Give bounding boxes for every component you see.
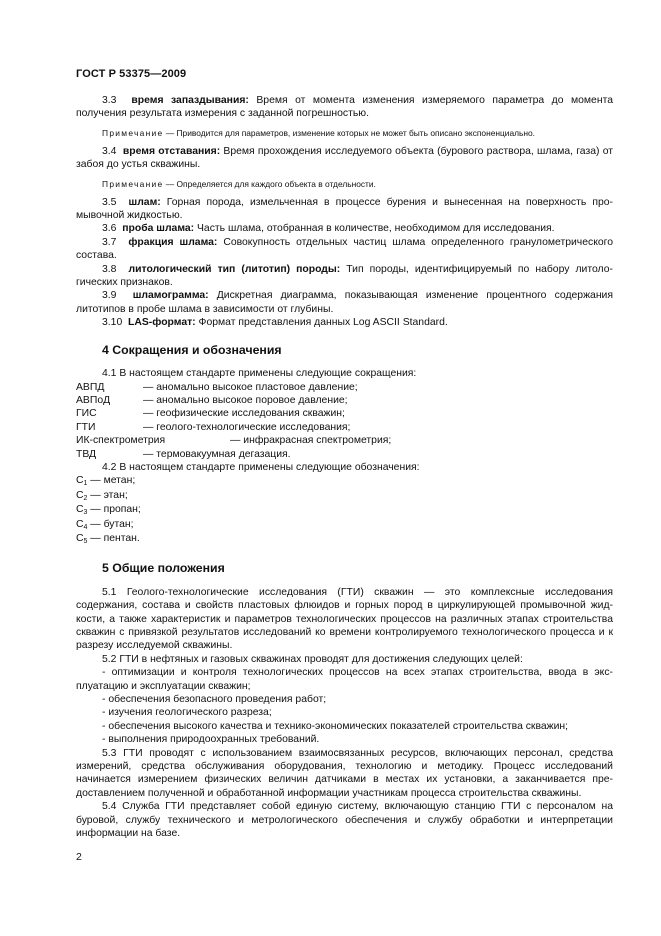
symbol-base: С xyxy=(76,475,84,487)
abbreviation-key: АВПоД xyxy=(76,394,111,406)
term-number: 3.8 xyxy=(102,263,117,275)
document-header: ГОСТ Р 53375—2009 xyxy=(76,68,187,80)
section-4-title: 4 Сокращения и обозначения xyxy=(102,342,282,357)
goal-item: - оптимизации и контроля технологических процессов на всех этапах строительства, ввода в эксплуатацию и эксплуатации скважин; xyxy=(76,667,613,692)
symbol-value: — этан; xyxy=(87,489,128,501)
symbol-row xyxy=(76,518,613,532)
term-3-3 xyxy=(76,94,613,121)
term-name: время запаздывания: xyxy=(131,95,249,106)
symbol-subscript: 1 xyxy=(83,480,88,488)
symbol-value: — пропан; xyxy=(87,504,141,516)
symbol-subscript: 5 xyxy=(83,537,88,545)
abbreviation-row xyxy=(76,407,613,420)
term-3-9 xyxy=(76,289,613,316)
symbol-base: С xyxy=(76,504,84,516)
term-definition: Горная порода, измельченная в процессе бурения и вынесенная на поверхность промывочной жидкостью. xyxy=(76,196,613,222)
abbreviation-key: ГИС xyxy=(76,408,97,420)
term-3-8 xyxy=(76,263,613,290)
symbol-subscript: 2 xyxy=(83,494,88,502)
section-5-title: 5 Общие положения xyxy=(102,561,225,576)
symbol-subscript: 3 xyxy=(83,509,88,517)
term-3-7 xyxy=(76,236,613,263)
abbreviation-key: АВПД xyxy=(76,381,105,393)
abbreviation-value: — аномально высокое пластовое давление; xyxy=(143,381,358,393)
symbol-base: С xyxy=(76,489,84,501)
section-4-1-intro: 4.1 В настоящем стандарте применены следующие сокращения: xyxy=(102,368,417,380)
term-definition: Время от момента изменения измеряемого параметра до момента получения результата измерения с заданной погрешностью. xyxy=(76,95,613,120)
note-label: Примечание xyxy=(102,178,164,189)
symbol-value: — пентан. xyxy=(87,532,140,544)
note-label: Примечание xyxy=(102,127,164,138)
abbreviation-value: — инфракрасная спектрометрия; xyxy=(230,435,392,447)
term-name: проба шлама: xyxy=(122,223,195,235)
term-name: литологический тип (литотип) породы: xyxy=(128,263,341,275)
abbreviation-row xyxy=(76,448,613,461)
section-5-3: 5.3 ГТИ проводят с использованием взаимосвязанных ресурсов, включающих персонал, средства измерений, средства обслуживания оборудования, технологию и методику. Процесс исследований начинается измерением физических величин датчиками в местах их установки, а заканчивается предоставлением полученной и обработанной информации участникам процесса строительства скважины. xyxy=(76,747,613,799)
term-definition: Время прохождения исследуемого объекта (бурового раствора, шлама, газа) от забоя до устья скважины. xyxy=(76,145,614,171)
term-name: фракция шлама: xyxy=(128,236,218,248)
note-text: — Приводится для параметров, изменение которых не может быть описано экспоненциально. xyxy=(163,127,535,138)
abbreviation-value: — аномально высокое поровое давление; xyxy=(143,394,348,406)
term-name: время отставания: xyxy=(122,145,221,157)
section-5-1: 5.1 Геолого-технологические исследования (ГТИ) скважин — это комплексные исследования содержания, состава и свойств пластовых флюидов и горных пород в циркулирующей промывочной жидкости, а также характеристик и параметров технологических процессов на различных этапах строительства скважин с привязкой результатов исследований ко времени контролируемого технологического процесса и к разрезу исследуемой скважины. xyxy=(76,586,613,652)
term-3-5 xyxy=(76,196,613,223)
page-number: 2 xyxy=(76,851,82,863)
symbol-base: С xyxy=(76,518,84,530)
term-name: шламограмма: xyxy=(132,290,209,302)
symbol-row xyxy=(76,474,613,488)
term-number: 3.9 xyxy=(102,290,117,302)
abbreviation-row xyxy=(76,381,613,394)
goal-item: - изучения геологического разреза; xyxy=(102,707,272,719)
abbreviation-value: — геолого-технологические исследования; xyxy=(143,421,351,433)
term-name: шлам: xyxy=(128,196,161,208)
term-3-4-note xyxy=(76,178,613,190)
symbol-base: С xyxy=(76,532,84,544)
note-text: — Определяется для каждого объекта в отдельности. xyxy=(163,178,376,189)
symbol-value: — метан; xyxy=(87,475,136,487)
abbreviation-row xyxy=(76,434,613,447)
goal-item: - обеспечения высокого качества и технико-экономических показателей строительства скважин; xyxy=(102,720,569,732)
term-number: 3.5 xyxy=(102,196,117,208)
abbreviation-key: ИК-спектрометрия xyxy=(76,435,166,447)
abbreviation-key: ТВД xyxy=(76,448,97,460)
term-name: LAS-формат: xyxy=(128,317,196,329)
symbol-row xyxy=(76,532,613,546)
section-5-4: 5.4 Служба ГТИ представляет собой единую систему, включающую станцию ГТИ с персоналом на буровой, службу технического и метрологического обеспечения и службу обработки и интерпретации информации на базе. xyxy=(76,801,613,840)
document-body xyxy=(76,94,613,841)
abbreviation-key: ГТИ xyxy=(76,421,96,433)
abbreviation-row xyxy=(76,394,613,407)
goal-item: - обеспечения безопасного проведения работ; xyxy=(102,694,327,706)
term-definition: Совокупность отдельных частиц шлама определенного гранулометрического состава. xyxy=(76,236,613,262)
abbreviation-row xyxy=(76,421,613,434)
term-definition: Дискретная диаграмма, показывающая изменение процентного содержания литотипов в пробе шлама в зависимости от глубины. xyxy=(76,290,613,315)
term-number: 3.10 xyxy=(102,317,123,329)
section-4-2-intro: 4.2 В настоящем стандарте применены следующие обозначения: xyxy=(102,461,420,473)
term-3-6 xyxy=(76,222,613,235)
term-number: 3.7 xyxy=(102,236,117,248)
term-number: 3.4 xyxy=(102,145,117,157)
term-number: 3.6 xyxy=(102,223,117,235)
symbol-row xyxy=(76,503,613,517)
symbol-row xyxy=(76,489,613,503)
term-definition: Тип породы, идентифицируемый по набору литологических признаков. xyxy=(76,263,613,289)
term-3-3-note xyxy=(76,127,613,139)
symbol-subscript: 4 xyxy=(83,523,88,531)
abbreviation-value: — геофизические исследования скважин; xyxy=(143,408,345,420)
term-definition: Часть шлама, отобранная в количестве, необходимом для исследования. xyxy=(194,223,555,235)
section-5-2: 5.2 ГТИ в нефтяных и газовых скважинах проводят для достижения следующих целей: xyxy=(102,653,523,665)
symbol-value: — бутан; xyxy=(87,518,134,530)
term-definition: Формат представления данных Log ASCII Standard. xyxy=(195,317,448,329)
term-3-10 xyxy=(76,316,613,329)
term-number: 3.3 xyxy=(102,95,117,106)
goal-item: - выполнения природоохранных требований. xyxy=(102,734,320,746)
term-3-4 xyxy=(76,145,613,172)
abbreviation-value: — термовакуумная дегазация. xyxy=(143,448,291,460)
